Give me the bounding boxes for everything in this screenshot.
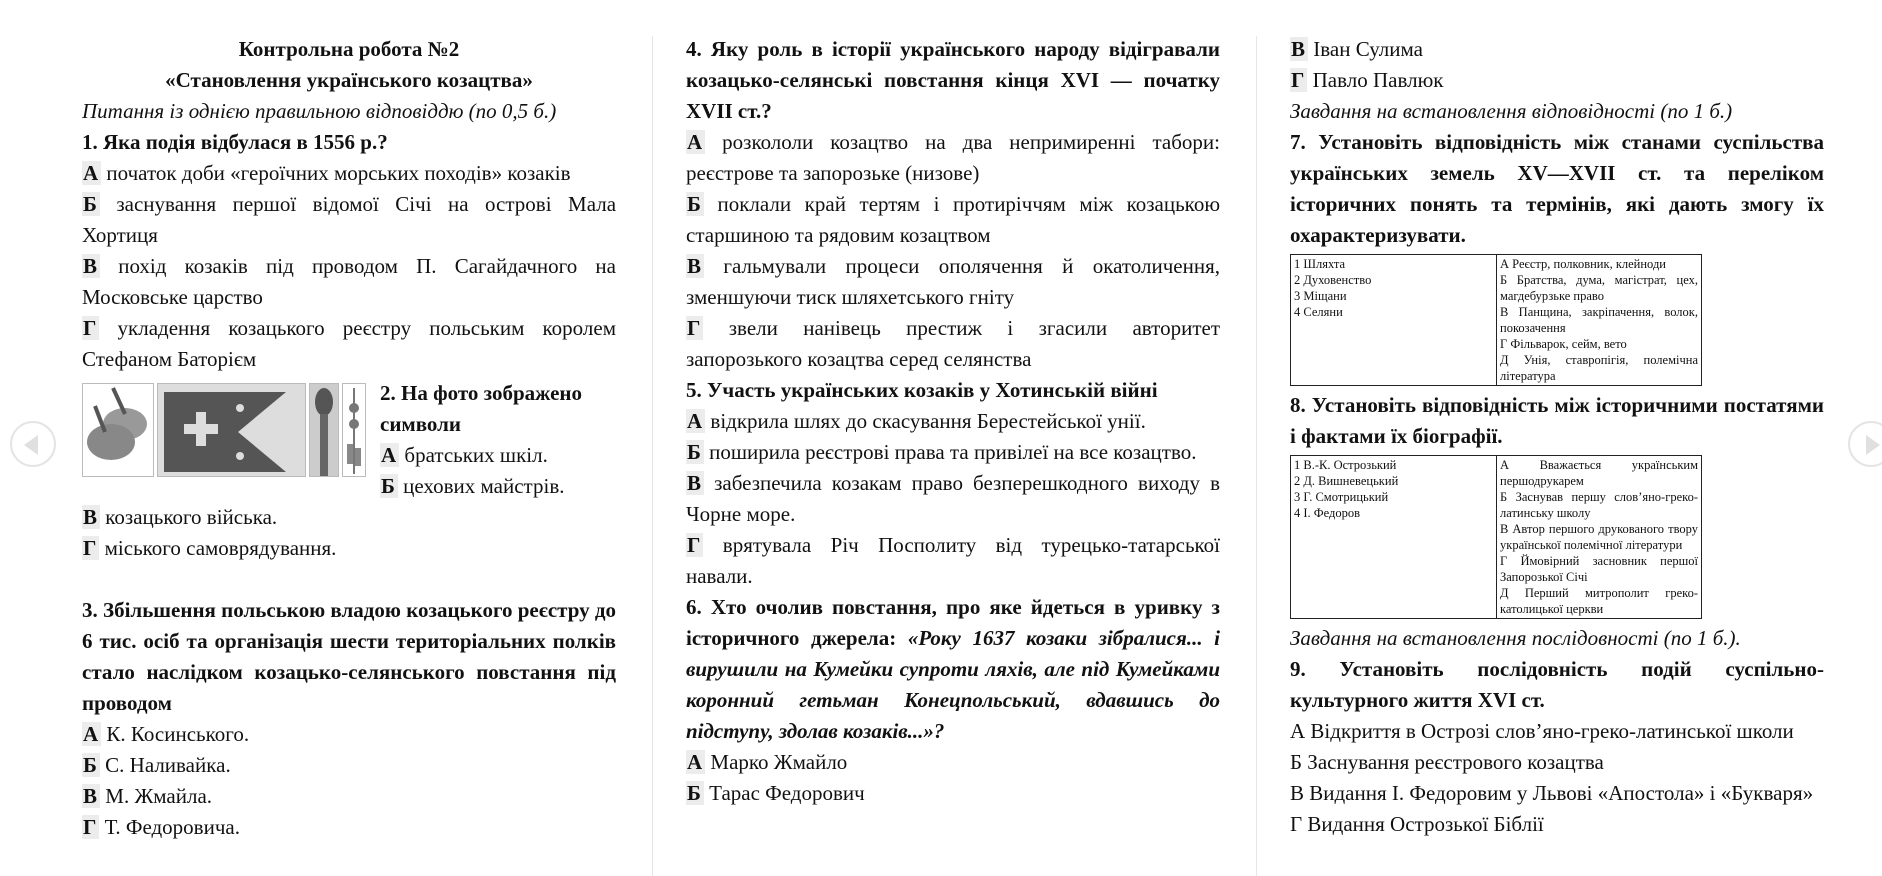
- right-column: [1497, 456, 1702, 619]
- question-3: 3. Збільшення польською владою козацького реєстру до 6 тис. осіб та організація шести територіальних полків стало наслідком козацько-селянського повстання під проводом: [82, 598, 616, 715]
- option-letter: Г: [686, 316, 703, 340]
- section-heading: Питання із однією правильною відповіддю (по 0,5 б.): [82, 99, 557, 123]
- subtitle: «Становлення українського козацтва»: [165, 68, 533, 92]
- text: А Реєстр, полковник, клейноди: [1500, 257, 1666, 271]
- text: Д Перший митрополит греко-католицької церкви: [1500, 586, 1698, 616]
- option: [380, 471, 616, 502]
- column-divider: [1256, 36, 1257, 876]
- text: врятувала Річ Посполиту від турецько-татарської навали.: [686, 533, 1220, 588]
- text: міського самоврядування.: [104, 536, 337, 560]
- option-letter: Б: [686, 440, 704, 464]
- option-letter: Г: [1290, 68, 1307, 92]
- kettledrums-image: [82, 383, 154, 477]
- matching-table-8: [1290, 455, 1702, 619]
- text: козацького війська.: [105, 505, 278, 529]
- option: [686, 251, 1220, 313]
- sequence-item: А Відкриття в Острозі слов’яно-греко-латинської школи: [1290, 719, 1794, 743]
- text: похід козаків під проводом П. Сагайдачного на Московське царство: [82, 254, 616, 309]
- previous-page-button[interactable]: [10, 421, 56, 467]
- question-6: [686, 592, 1220, 747]
- chevron-right-icon: [1866, 435, 1880, 455]
- option: [82, 812, 616, 843]
- question-2: 2. На фото зображено символи: [380, 381, 582, 436]
- left-column: [1291, 255, 1497, 386]
- matching-table-7: [1290, 254, 1702, 386]
- text: поклали край тертям і протиріччям між козацькою старшиною та рядовим козацтвом: [686, 192, 1221, 247]
- option: [686, 778, 1220, 809]
- text: 3 Г. Смотрицький: [1294, 490, 1389, 504]
- text: звели нанівець престиж і згасили авторитет запорозького козацтва серед селянства: [686, 316, 1220, 371]
- option: [82, 533, 616, 564]
- next-page-button[interactable]: [1848, 421, 1882, 467]
- text: 4 І. Федоров: [1294, 506, 1361, 520]
- option-letter: А: [82, 722, 101, 746]
- text: В Автор першого друкованого твору української полемічної літератури: [1500, 522, 1698, 552]
- option-letter: А: [82, 161, 101, 185]
- column-2: [686, 34, 1220, 809]
- question-9: 9. Установіть послідовність подій суспільно-культурного життя XVI ст.: [1290, 657, 1824, 712]
- option: [82, 189, 616, 251]
- banner-image: [157, 383, 306, 477]
- option: [1290, 34, 1824, 65]
- source-quote: «Року 1637 козаки зібралися... і вирушили на Кумейки супроти ляхів, але під Кумейками коронний гетьман Конецпольський, вдавшись до підступу, здолав козаків...»?: [686, 626, 1220, 743]
- option: [1290, 65, 1824, 96]
- text: В Панщина, закріпачення, волок, покозачення: [1500, 305, 1698, 335]
- option-letter: В: [686, 254, 704, 278]
- option: [82, 502, 616, 533]
- text: 2 Д. Вишневецький: [1294, 474, 1399, 488]
- option-letter: А: [686, 750, 705, 774]
- question-7: 7. Установіть відповідність між станами суспільства українських земель XV—XVII ст. та переліком історичних понять та термінів, які дають змогу їх охарактеризувати.: [1290, 130, 1824, 247]
- option: [82, 719, 616, 750]
- right-column: [1497, 255, 1702, 386]
- option: [82, 251, 616, 313]
- question-1: 1. Яка подія відбулася в 1556 р.?: [82, 130, 388, 154]
- option: [686, 747, 1220, 778]
- text: 1 Шляхта: [1294, 257, 1346, 271]
- option-letter: Б: [82, 753, 100, 777]
- question-8: 8. Установіть відповідність між історичними постатями і фактами їх біографії.: [1290, 393, 1824, 448]
- question-4: 4. Яку роль в історії українського народу відігравали козацько-селянські повстання кінця XVI — початку XVII ст.?: [686, 37, 1220, 123]
- column-1: [82, 34, 616, 843]
- text: 1 В.-К. Острозький: [1294, 458, 1397, 472]
- section-heading: Завдання на встановлення відповідності (по 1 б.): [1290, 99, 1733, 123]
- text: Д Унія, ставропігія, полемічна література: [1500, 353, 1698, 383]
- question-5: 5. Участь українських козаків у Хотинській війні: [686, 378, 1158, 402]
- option-letter: Г: [82, 536, 99, 560]
- option: [82, 750, 616, 781]
- bunchuk-image: [342, 383, 366, 477]
- option: [686, 189, 1220, 251]
- text: Б Заснував першу слов’яно-греко-латинську школу: [1500, 490, 1698, 520]
- question-2-block: [82, 378, 616, 502]
- bulava-image: [309, 383, 339, 477]
- text: відкрила шлях до скасування Берестейської унії.: [710, 409, 1146, 433]
- section-heading: Завдання на встановлення послідовності (по 1 б.).: [1290, 626, 1741, 650]
- option-letter: В: [82, 505, 100, 529]
- option: [686, 437, 1220, 468]
- text: поширила реєстрові права та привілеї на все козацтво.: [709, 440, 1197, 464]
- left-column: [1291, 456, 1497, 619]
- option-letter: Б: [82, 192, 100, 216]
- option-letter: В: [82, 254, 100, 278]
- text: Б Братства, дума, магістрат, цех, магдебурзьке право: [1500, 273, 1698, 303]
- text: Т. Федоровича.: [104, 815, 240, 839]
- option: [82, 313, 616, 375]
- option: [380, 440, 616, 471]
- option-letter: Г: [686, 533, 703, 557]
- text: Марко Жмайло: [710, 750, 848, 774]
- title: Контрольна робота №2: [238, 37, 460, 61]
- option-letter: В: [686, 471, 704, 495]
- option-letter: В: [82, 784, 100, 808]
- text: забезпечила козакам право безперешкодного виходу в Чорне море.: [686, 471, 1220, 526]
- text: гальмували процеси ополячення й окатоличення, зменшуючи тиск шляхетського гніту: [686, 254, 1220, 309]
- text: М. Жмайла.: [105, 784, 213, 808]
- text: С. Наливайка.: [105, 753, 231, 777]
- option-letter: А: [686, 130, 705, 154]
- text: Іван Сулима: [1313, 37, 1423, 61]
- text: А Вважається українським першодрукарем: [1500, 458, 1698, 488]
- option: [686, 530, 1220, 592]
- text: заснування першої відомої Січі на острові Мала Хортиця: [82, 192, 617, 247]
- option-letter: Б: [380, 474, 398, 498]
- option-letter: В: [1290, 37, 1308, 61]
- sequence-item: Б Заснування реєстрового козацтва: [1290, 750, 1604, 774]
- sequence-item: Г Видання Острозької Біблії: [1290, 812, 1544, 836]
- option: [82, 158, 616, 189]
- option-letter: Г: [82, 815, 99, 839]
- option: [686, 127, 1220, 189]
- option-letter: Г: [82, 316, 99, 340]
- option-letter: А: [380, 443, 399, 467]
- text: Г Ймовірний засновник першої Запорозької Січі: [1500, 554, 1698, 584]
- text: Тарас Федорович: [709, 781, 865, 805]
- text: братських шкіл.: [404, 443, 548, 467]
- text: 4 Селяни: [1294, 305, 1343, 319]
- option: [686, 468, 1220, 530]
- column-3: [1290, 34, 1824, 840]
- text: укладення козацького реєстру польським королем Стефаном Баторієм: [82, 316, 616, 371]
- column-divider: [652, 36, 653, 876]
- text: К. Косинського.: [106, 722, 250, 746]
- option-letter: Б: [686, 192, 704, 216]
- text: Г Фільварок, сейм, вето: [1500, 337, 1627, 351]
- text: Павло Павлюк: [1312, 68, 1444, 92]
- option-letter: А: [686, 409, 705, 433]
- text: 6. Хто очолив повстання, про яке йдеться в уривку з історичного джерела:: [686, 595, 1220, 650]
- option: [686, 406, 1220, 437]
- text: цехових майстрів.: [403, 474, 565, 498]
- option: [686, 313, 1220, 375]
- option: [82, 781, 616, 812]
- text: початок доби «героїчних морських походів» козаків: [106, 161, 571, 185]
- sequence-item: В Видання І. Федоровим у Львові «Апостола» і «Букваря»: [1290, 781, 1814, 805]
- kozak-symbols-photos: [82, 383, 366, 477]
- text: 2 Духовенство: [1294, 273, 1372, 287]
- text: розкололи козацтво на два непримиренні табори: реєстрове та запорозьке (низове): [686, 130, 1220, 185]
- option-letter: Б: [686, 781, 704, 805]
- text: 3 Міщани: [1294, 289, 1347, 303]
- chevron-left-icon: [24, 435, 38, 455]
